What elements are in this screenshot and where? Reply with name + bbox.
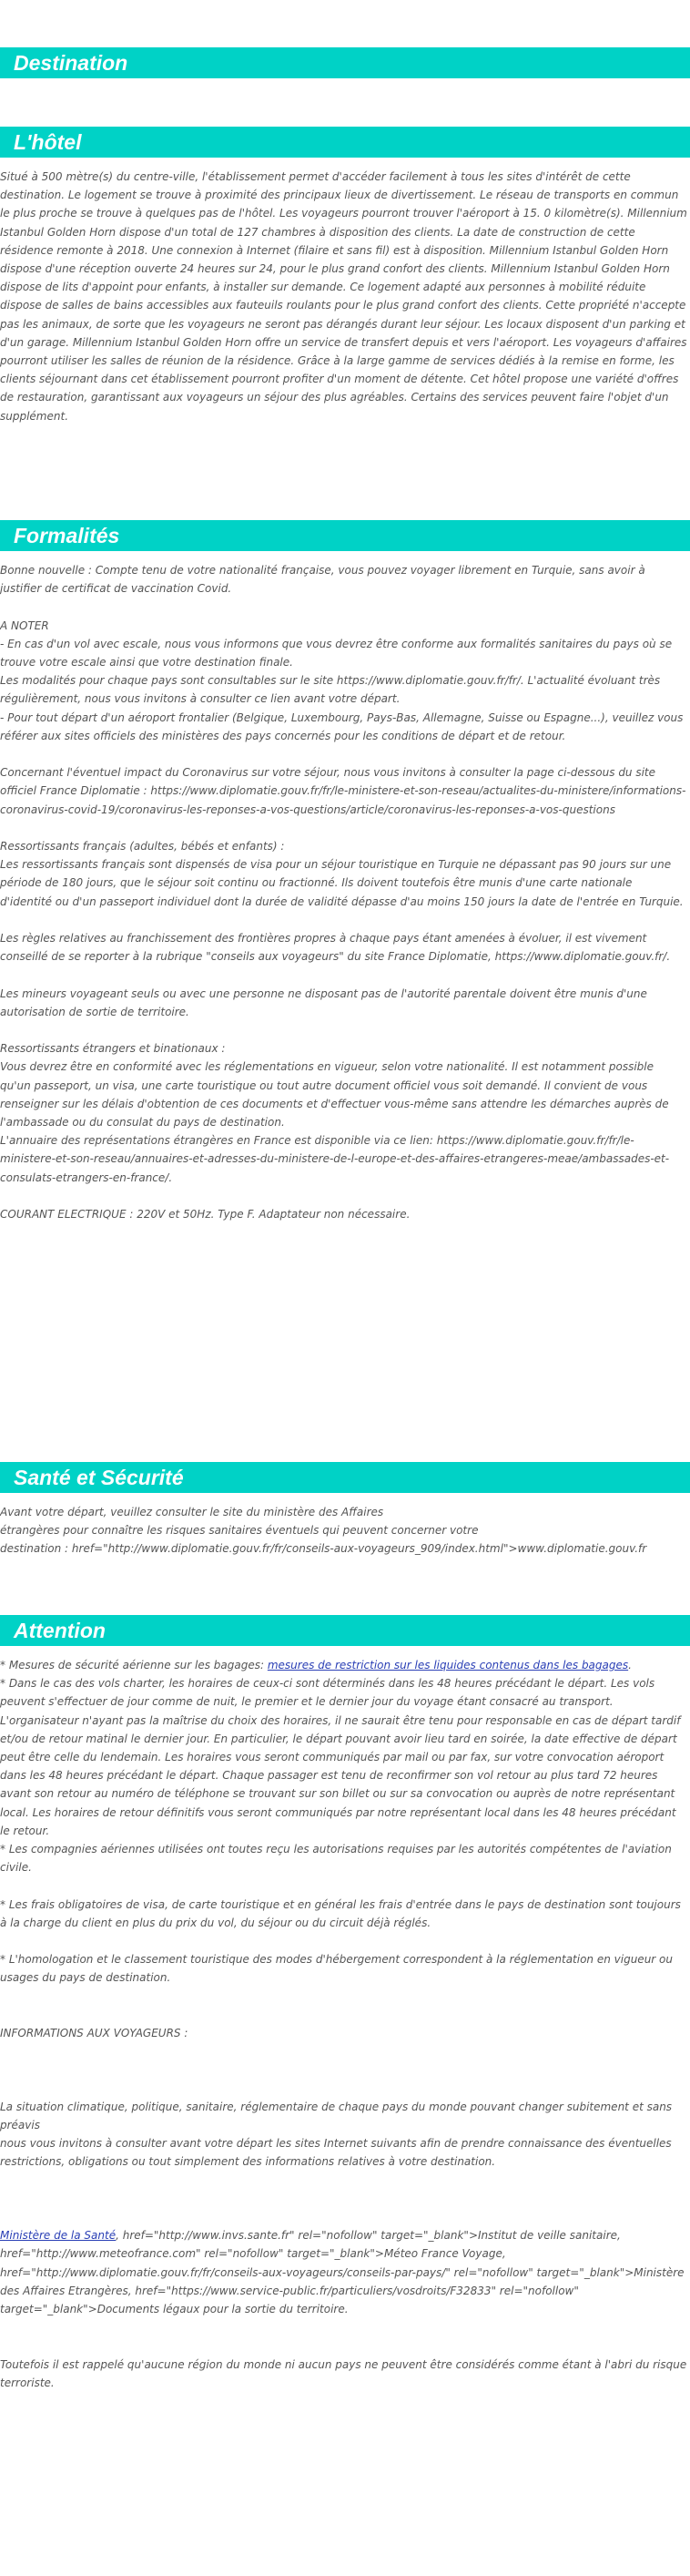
- formalites-line: Les modalités pour chaque pays sont consultables sur le site https://www.diplomatie.gouv.fr/fr/. L'actualité évoluant très régulièrement, nous vous invitons à consulter ce lien avant votre départ.: [0, 674, 661, 706]
- sante-header: Santé et Sécurité: [0, 1462, 690, 1493]
- formalites-line: Les mineurs voyageant seuls ou avec une personne ne disposant pas de l'autorité parentale doivent être munis d'une autorisation de sortie de territoire.: [0, 986, 647, 1018]
- formalites-line: Vous devrez être en conformité avec les réglementations en vigueur, selon votre nationalité. Il est notamment possible qu'un passeport, un visa, une carte touristique ou tout autre document officiel vous soit demandé. Il convient de vous renseigner sur les délais d'obtention de ces documents et d'effectuer vous-même sans attendre les démarches auprès de l'ambassade ou du consulat du pays de destination.: [0, 1060, 669, 1129]
- attention-header: Attention: [0, 1615, 690, 1646]
- hotel-header: L'hôtel: [0, 127, 690, 158]
- bagages-paragraph: [0, 1656, 687, 1674]
- formalites-line: L'annuaire des représentations étrangères en France est disponible via ce lien: https://www.diplomatie.gouv.fr/fr/le-ministere-et-son-reseau/annuaires-et-adresses-du-ministere-de-l-europe-et-des-affaires-etrangeres-meae/ambassades-et-consulats-etrangers-en-france/.: [0, 1134, 670, 1184]
- formalites-line: Bonne nouvelle : Compte tenu de votre nationalité française, vous pouvez voyager librement en Turquie, sans avoir à justifier de certificat de vaccination Covid.: [0, 564, 645, 596]
- formalites-line: - En cas d'un vol avec escale, nous vous informons que vous devrez être conforme aux formalités sanitaires du pays où se trouve votre escale ainsi que votre destination finale.: [0, 637, 673, 669]
- hotel-paragraph: Situé à 500 mètre(s) du centre-ville, l'établissement permet d'accéder facilement à tous les sites d'intérêt de cette destination. Le logement se trouve à proximité des principaux lieux de divertissement. Le réseau de transports en commun le plus proche se trouve à quelques pas de l'hôtel. Les voyageurs pourront trouver l'aéroport à 15. 0 kilomètre(s). Millennium Istanbul Golden Horn dispose d'un total de 127 chambres à disposition des clients. La date de construction de cette résidence remonte à 2018. Une connexion à Internet (filaire et sans fil) est à disposition. Millennium Istanbul Golden Horn dispose d'une réception ouverte 24 heures sur 24, pour le plus grand confort des clients. Millennium Istanbul Golden Horn dispose de lits d'appoint pour enfants, à installer sur demande. Ce logement adapté aux personnes à mobilité réduite dispose de salles de bains accessibles aux fauteuils roulants pour le plus grand confort des clients. Cette propriété n'accepte pas les animaux, de sorte que les voyageurs ne seront pas dérangés durant leur séjour. Les locaux disposent d'un parking et d'un garage. Millennium Istanbul Golden Horn offre un service de transfert depuis et vers l'aéroport. Les voyageurs d'affaires pourront utiliser les salles de réunion de la résidence. Grâce à la large gamme de services dédiés à la remise en forme, les clients séjournant dans cet établissement pourront profiter d'un moment de détente. Cet hôtel propose une variété d'offres de restauration, garantissant aux voyageurs un séjour des plus agréables. Certains des services peuvent faire l'objet d'un supplément.: [0, 170, 687, 423]
- sante-line-3: destination : href="http://www.diplomatie.gouv.fr/fr/conseils-aux-voyageurs_909/index.html">www.diplomatie.gouv.fr: [0, 1542, 647, 1556]
- sante-content: [0, 1503, 687, 1559]
- horaires-paragraph: * Dans le cas des vols charter, les horaires de ceux-ci sont déterminés dans les 48 heures précédant le départ. Les vols peuvent s'effectuer de jour comme de nuit, le premier et le dernier jour du voyage étant consacré au transport. L'organisateur n'ayant pas la maîtrise du choix des horaires, il ne saurait être tenu pour responsable en cas de départ tardif et/ou de retour matinal le dernier jour. En particulier, le départ pouvant avoir lieu tard en soirée, la date effective de départ peut être celle du lendemain. Les horaires vous seront communiqués par mail ou par fax, sur votre convocation aéroport dans les 48 heures précédant le départ. Chaque passager est tenu de reconfirmer son vol retour au plus tard 72 heures avant son retour au numéro de téléphone se trouvant sur son billet ou sur sa convocation ou auprès de notre représentant local. Les horaires de retour définitifs vous seront communiqués par notre représentant local dans les 48 heures précédant le retour.: [0, 1677, 681, 1837]
- situation-line-2: nous vous invitons à consulter avant votre départ les sites Internet suivants afin de prendre connaissance des éventuelles restrictions, obligations ou tout simplement des informations relatives à votre destination.: [0, 2137, 672, 2169]
- sante-line-1: Avant votre départ, veuillez consulter le site du ministère des Affaires: [0, 1506, 384, 1518]
- compagnies-paragraph: * Les compagnies aériennes utilisées ont toutes reçu les autorisations requises par les autorités compétentes de l'aviation civile.: [0, 1843, 672, 1875]
- formalites-line: Ressortissants étrangers et binationaux :: [0, 1042, 226, 1056]
- formalites-line: A NOTER: [0, 618, 49, 632]
- terrorisme-paragraph: Toutefois il est rappelé qu'aucune région du monde ni aucun pays ne peuvent être considérés comme étant à l'abri du risque terroriste.: [0, 2357, 687, 2389]
- formalites-line: Ressortissants français (adultes, bébés et enfants) :: [0, 840, 285, 853]
- destination-header: Destination: [0, 47, 690, 78]
- hotel-description: [0, 168, 687, 425]
- formalites-line: Concernant l'éventuel impact du Coronavirus sur votre séjour, nous vous invitons à consulter la page ci-dessous du site officiel France Diplomatie : https://www.diplomatie.gouv.fr/fr/le-ministere-et-son-reseau/actualites-du-ministere/informations-coronavirus-covid-19/coronavirus-les-reponses-a-vos-questions/article/coronavirus-les-reponses-a-vos-questions: [0, 766, 686, 816]
- ministere-sante-link[interactable]: Ministère de la Santé: [0, 2229, 117, 2243]
- formalites-header: Formalités: [0, 520, 690, 551]
- infos-voyageurs-title: INFORMATIONS AUX VOYAGEURS :: [0, 2027, 188, 2039]
- bagages-suffix: .: [628, 1659, 632, 1671]
- formalites-content: [0, 561, 687, 1223]
- situation-line-1: La situation climatique, politique, sanitaire, réglementaire de chaque pays du monde pouvant changer subitement et sans préavis: [0, 2100, 673, 2131]
- formalites-line: COURANT ELECTRIQUE : 220V et 50Hz. Type F. Adaptateur non nécessaire.: [0, 1208, 411, 1221]
- frais-paragraph: * Les frais obligatoires de visa, de carte touristique et en général les frais d'entrée dans le pays de destination sont toujours à la charge du client en plus du prix du vol, du séjour ou du circuit déjà réglés.: [0, 1897, 681, 1929]
- formalites-line: Les ressortissants français sont dispensés de visa pour un séjour touristique en Turquie ne dépassant pas 90 jours sur une période de 180 jours, que le séjour soit continu ou fractionné. Ils doivent toutefois être munis d'une carte nationale d'identité ou d'un passeport individuel dont la durée de validité dépasse d'au moins 150 jours la date de l'entrée en Turquie.: [0, 858, 684, 908]
- bagages-prefix: * Mesures de sécurité aérienne sur les bagages:: [0, 1659, 268, 1671]
- attention-content: [0, 1656, 687, 2392]
- liens-rest: , href="http://www.invs.sante.fr" rel="nofollow" target="_blank">Institut de veille sanitaire, href="http://www.meteofrance.com" rel="nofollow" target="_blank">Méteo France Voyage, href="http://www.diplomatie.gouv.fr/fr/conseils-aux-voyageurs/conseils-par-pays/" rel="nofollow" target="_blank">Ministère des Affaires Etrangères, href="https://www.service-public.fr/particuliers/vosdroits/F32833" rel="nofollow" target="_blank">Documents légaux pour la sortie du territoire.: [0, 2229, 685, 2315]
- liquides-restriction-link[interactable]: mesures de restriction sur les liquides contenus dans les bagages: [267, 1659, 629, 1671]
- formalites-line: - Pour tout départ d'un aéroport frontalier (Belgique, Luxembourg, Pays-Bas, Allemagne, Suisse ou Espagne...), veuillez vous référer aux sites officiels des ministères des pays concernés pour les conditions de départ et de retour.: [0, 710, 684, 742]
- formalites-line: Les règles relatives au franchissement des frontières propres à chaque pays étant amenées à évoluer, il est vivement conseillé de se reporter à la rubrique "conseils aux voyageurs" du site France Diplomatie, https://www.diplomatie.gouv.fr/.: [0, 932, 671, 964]
- liens-paragraph: [0, 2226, 687, 2318]
- homologation-paragraph: * L'homologation et le classement touristique des modes d'hébergement correspondent à la réglementation en vigueur ou usages du pays de destination.: [0, 1953, 673, 1985]
- sante-line-2: étrangères pour connaître les risques sanitaires éventuels qui peuvent concerner votre: [0, 1524, 479, 1538]
